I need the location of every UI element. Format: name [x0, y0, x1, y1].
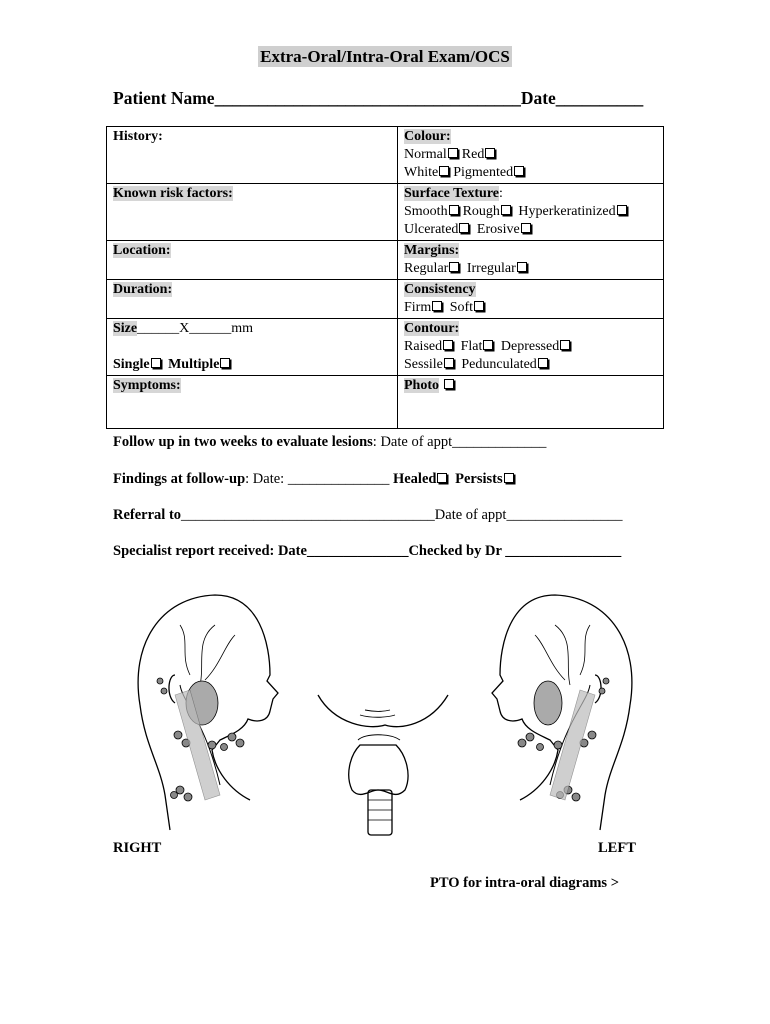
margins-heading: Margins:: [404, 243, 460, 258]
colour-heading: Colour:: [404, 129, 451, 144]
surface-texture-cell: Surface Texture: Smooth Rough Hyperkeratinized Ulcerated Erosive: [398, 184, 664, 241]
firm-checkbox[interactable]: [432, 301, 442, 311]
lymph-node-diagrams: [120, 585, 650, 840]
soft-checkbox[interactable]: [474, 301, 484, 311]
size-cell[interactable]: Size______X______mm Single Multiple: [107, 319, 398, 376]
irregular-checkbox[interactable]: [517, 262, 527, 272]
contour-heading: Contour:: [404, 321, 460, 336]
persists-checkbox[interactable]: [504, 473, 514, 483]
colour-cell: Colour: Normal Red White Pigmented: [398, 127, 664, 184]
risk-factors-cell[interactable]: Known risk factors:: [107, 184, 398, 241]
referral-line[interactable]: Referral to___________________________________Date of appt________________: [113, 507, 623, 523]
left-label: LEFT: [598, 840, 636, 856]
rough-checkbox[interactable]: [501, 205, 511, 215]
consistency-heading: Consistency: [404, 282, 476, 297]
exam-table: [106, 126, 664, 429]
location-cell[interactable]: Location:: [107, 241, 398, 280]
specialist-report-line[interactable]: Specialist report received: Date______________Checked by Dr ________________: [113, 543, 622, 559]
erosive-checkbox[interactable]: [521, 223, 531, 233]
thyroid-diagram: [318, 695, 448, 835]
flat-checkbox[interactable]: [483, 340, 493, 350]
smooth-checkbox[interactable]: [449, 205, 459, 215]
margins-cell: Margins: Regular Irregular: [398, 241, 664, 280]
normal-checkbox[interactable]: [448, 148, 458, 158]
pigmented-checkbox[interactable]: [514, 166, 524, 176]
patient-name-date-line[interactable]: Patient Name___________________________________Date__________: [113, 88, 644, 108]
raised-checkbox[interactable]: [443, 340, 453, 350]
multiple-checkbox[interactable]: [220, 358, 230, 368]
single-checkbox[interactable]: [151, 358, 161, 368]
ulcerated-checkbox[interactable]: [459, 223, 469, 233]
follow-up-line[interactable]: Follow up in two weeks to evaluate lesions: Date of appt_____________: [113, 434, 547, 450]
sessile-checkbox[interactable]: [444, 358, 454, 368]
photo-checkbox[interactable]: [444, 379, 454, 389]
red-checkbox[interactable]: [485, 148, 495, 158]
consistency-cell: Consistency Firm Soft: [398, 280, 664, 319]
contour-cell: Contour: Raised Flat Depressed Sessile Pedunculated: [398, 319, 664, 376]
pto-note: PTO for intra-oral diagrams >: [430, 875, 619, 891]
history-cell[interactable]: History:: [107, 127, 398, 184]
surface-texture-heading: Surface Texture: [404, 186, 500, 201]
form-title: Extra-Oral/Intra-Oral Exam/OCS: [260, 47, 510, 66]
photo-heading: Photo: [404, 378, 439, 393]
duration-cell[interactable]: Duration:: [107, 280, 398, 319]
findings-line[interactable]: Findings at follow-up: Date: ______________ Healed Persists: [113, 471, 518, 488]
hyperkeratinized-checkbox[interactable]: [617, 205, 627, 215]
pedunculated-checkbox[interactable]: [538, 358, 548, 368]
healed-checkbox[interactable]: [437, 473, 447, 483]
photo-cell: [398, 376, 664, 429]
right-label: RIGHT: [113, 840, 162, 856]
regular-checkbox[interactable]: [449, 262, 459, 272]
white-checkbox[interactable]: [439, 166, 449, 176]
symptoms-cell[interactable]: Symptoms:: [107, 376, 398, 429]
depressed-checkbox[interactable]: [560, 340, 570, 350]
